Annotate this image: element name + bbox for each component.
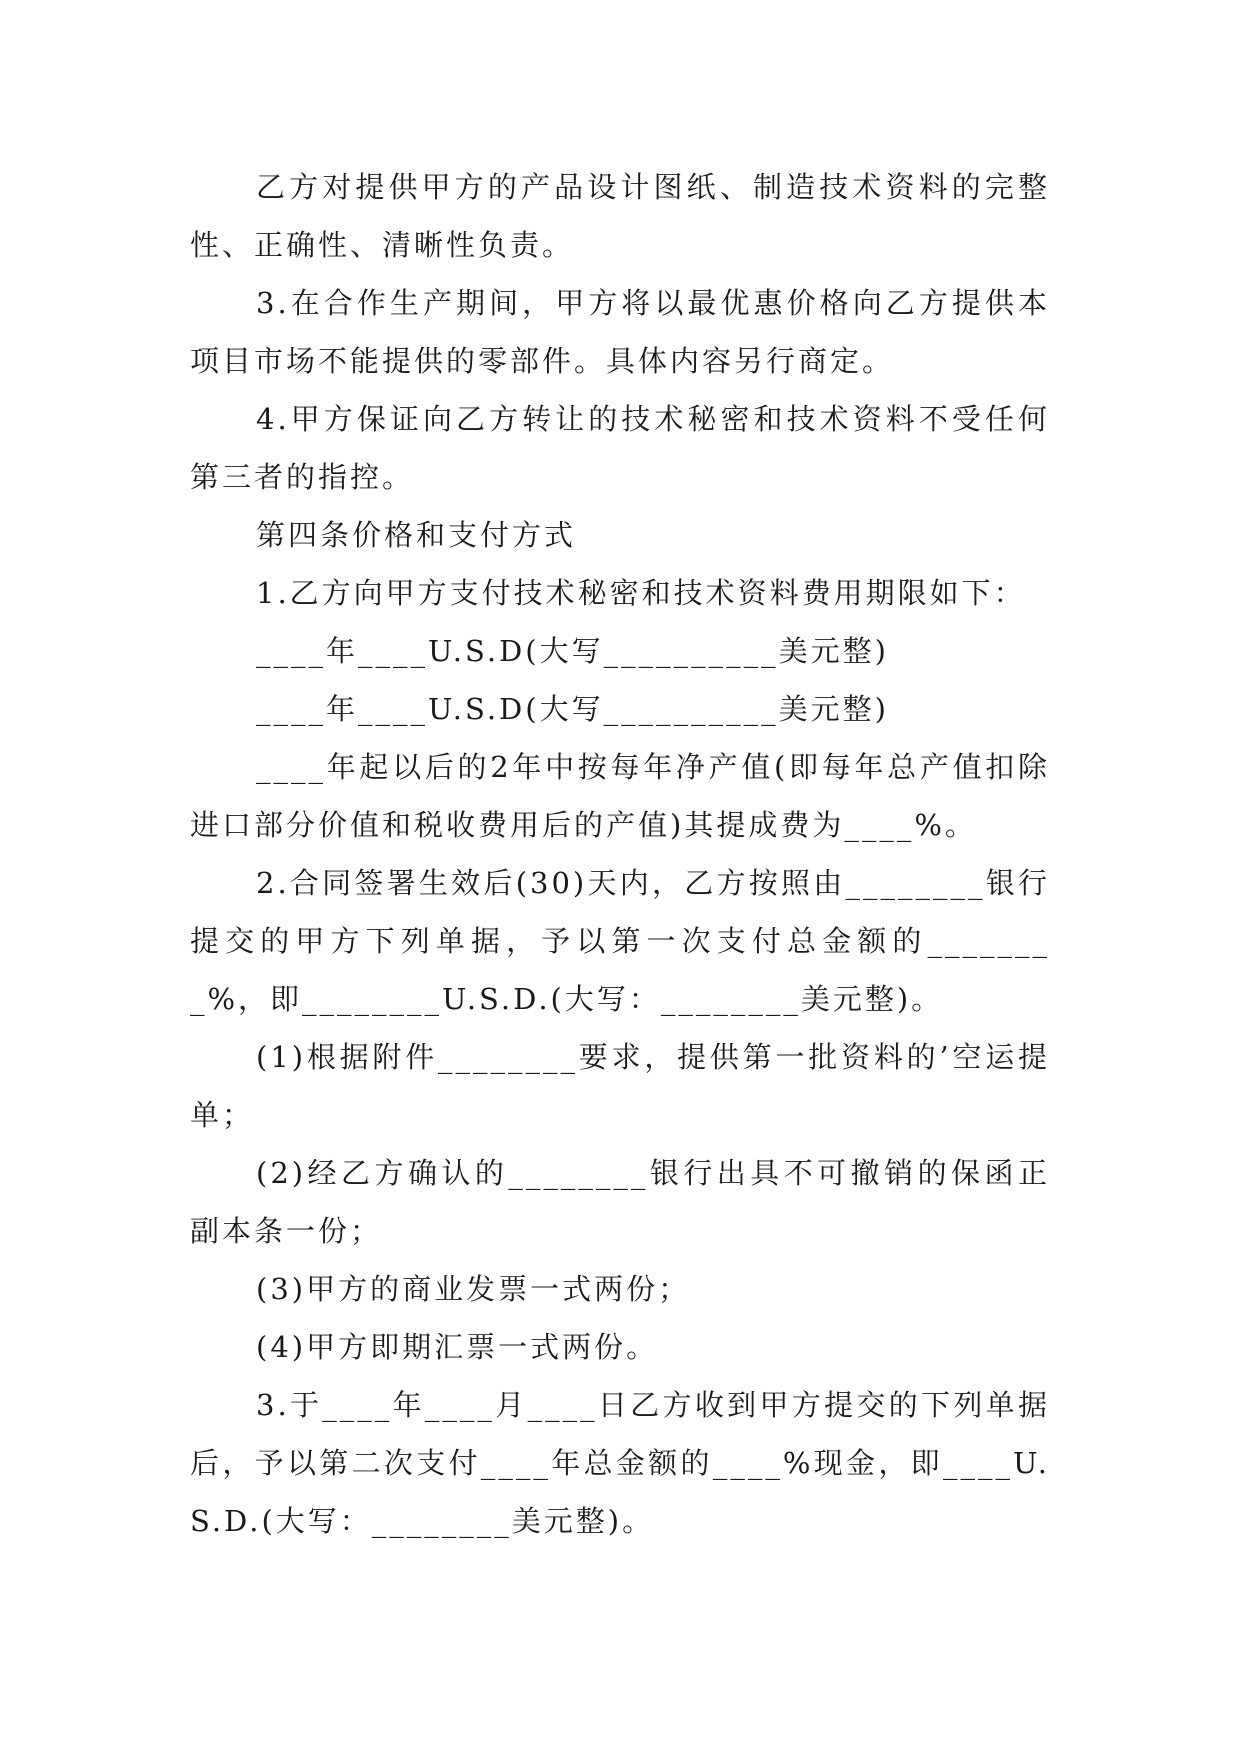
paragraph-second-payment: 3.于____年____月____日乙方收到甲方提交的下列单据后，予以第二次支付____年总金额的____%现金，即____U.S.D.(大写：________美元整)。	[190, 1388, 1050, 1538]
paragraph-royalty: ____年起以后的2年中按每年净产值(即每年总产值扣除进口部分价值和税收费用后的产值)其提成费为____%。	[190, 750, 1050, 842]
paragraph-payment-terms: 1.乙方向甲方支付技术秘密和技术资料费用期限如下：	[256, 576, 1026, 610]
section-heading-price-payment: 第四条价格和支付方式	[256, 518, 577, 552]
paragraph-doc-3: (3)甲方的商业发票一式两份；	[256, 1272, 691, 1306]
paragraph-doc-1: (1)根据附件________要求，提供第一批资料的’空运提单；	[190, 1040, 1050, 1132]
paragraph-payment-year-2: ____年____U.S.D(大写__________美元整)	[256, 692, 889, 726]
paragraph-doc-2: (2)经乙方确认的________银行出具不可撤销的保函正副本条一份；	[190, 1156, 1050, 1248]
document-body	[190, 158, 1050, 1550]
paragraph-doc-4: (4)甲方即期汇票一式两份。	[256, 1330, 659, 1364]
paragraph-first-payment: 2.合同签署生效后(30)天内，乙方按照由________银行提交的甲方下列单据，予以第一次支付总金额的________%，即________U.S.D.(大写：________美元整)。	[190, 866, 1050, 1016]
paragraph-clause-4-guarantee: 4.甲方保证向乙方转让的技术秘密和技术资料不受任何第三者的指控。	[190, 402, 1050, 494]
paragraph-clause-3-parts: 3.在合作生产期间，甲方将以最优惠价格向乙方提供本项目市场不能提供的零部件。具体内容另行商定。	[190, 286, 1050, 378]
paragraph-responsibility: 乙方对提供甲方的产品设计图纸、制造技术资料的完整性、正确性、清晰性负责。	[190, 170, 1050, 262]
paragraph-payment-year-1: ____年____U.S.D(大写__________美元整)	[256, 634, 889, 668]
